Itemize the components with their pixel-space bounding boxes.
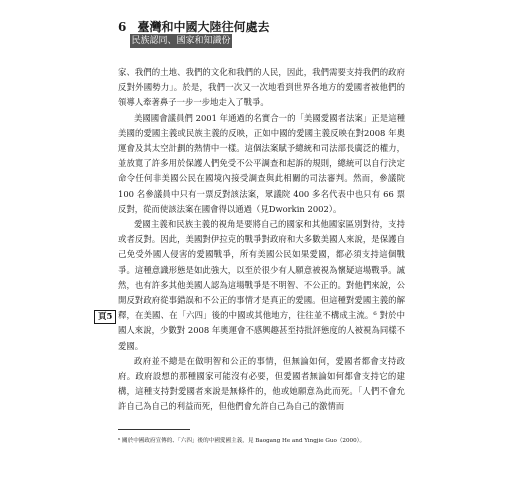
paragraph: 家、我們的土地、我們的文化和我們的人民，因此，我們需要支持我們的政府反對外國勢力」。於是，我們一次又一次地看到世界各地方的愛國者被他們的領導人牽著鼻子一步一步地走入了戰爭。: [118, 67, 405, 108]
page-number: 6: [118, 20, 127, 34]
original-page-marker: 頁5: [94, 310, 116, 324]
paragraph: 美國國會議員們 2001 年通過的名實合一的「美國愛國者法案」正是這種美國的愛國主義或民族主義的反映，正如中國的愛國主義反映在對2008 年奧運會及其太空計劃的熱情中一樣。這個法案賦予總統和司法部長廣泛的權力，並放寬了許多用於保護人們免受不公平調查和起訴的規則，總統可以自行決定命令任何非美國公民在國境內接受調查與此相關的司法審判。然而，參議院 100 名參議員中只有一票反對該法案，眾議院 400 多名代表中也只有 66 票反對，從而使該法案在國會得以通過（見Dworkin 2002）。: [118, 112, 405, 214]
running-header: [118, 16, 269, 35]
paragraph: 政府並不總是在做明智和公正的事情，但無論如何，愛國者都會支持政府。政府設想的那種國家可能沒有必要，但愛國者無論如何都會支持它的建構，這種支持對愛國者來說是無條件的，他或她願意為此而死。「人們不會允許自己為自己的利益而死，但他們會允許自己為自己的激情而: [118, 355, 405, 412]
chapter-subtitle: 民族認同、國家和知識份子: [131, 36, 231, 60]
paragraph: 愛國主義和民族主義的視角是要將自己的國家和其他國家區別對待，支持或者反對。因此，美國對伊拉克的戰爭對政府和大多數美國人來說，是保護自己免受外國人侵害的愛國戰爭，所有美國公民如果愛國，都必須支持這個戰爭。這種意識形態是如此強大，以至於很少有人願意被視為懷疑這場戰爭。誠然，也有許多其他美國人認為這場戰爭是不明智、不公正的。對他們來說，公開反對政府從事錯誤和不公正的事情才是真正的愛國。但這種對愛國主義的解釋，在美國、在「六四」後的中國或其他地方，往往並不構成主流。⁶ 對於中國人來說，少數對 2008 年奧運會不感興趣甚至持批評態度的人被視為同樣不愛國。: [118, 219, 405, 351]
book-title: 臺灣和中國大陸往何處去: [137, 20, 270, 34]
footnote: ⁶ 關於中國政府宣傳的、「六四」後的中國愛國主義，見 Baogang He and Yingjie Guo（2000）。: [118, 438, 366, 444]
body-text: [118, 65, 405, 415]
footnote-divider: [118, 429, 190, 430]
